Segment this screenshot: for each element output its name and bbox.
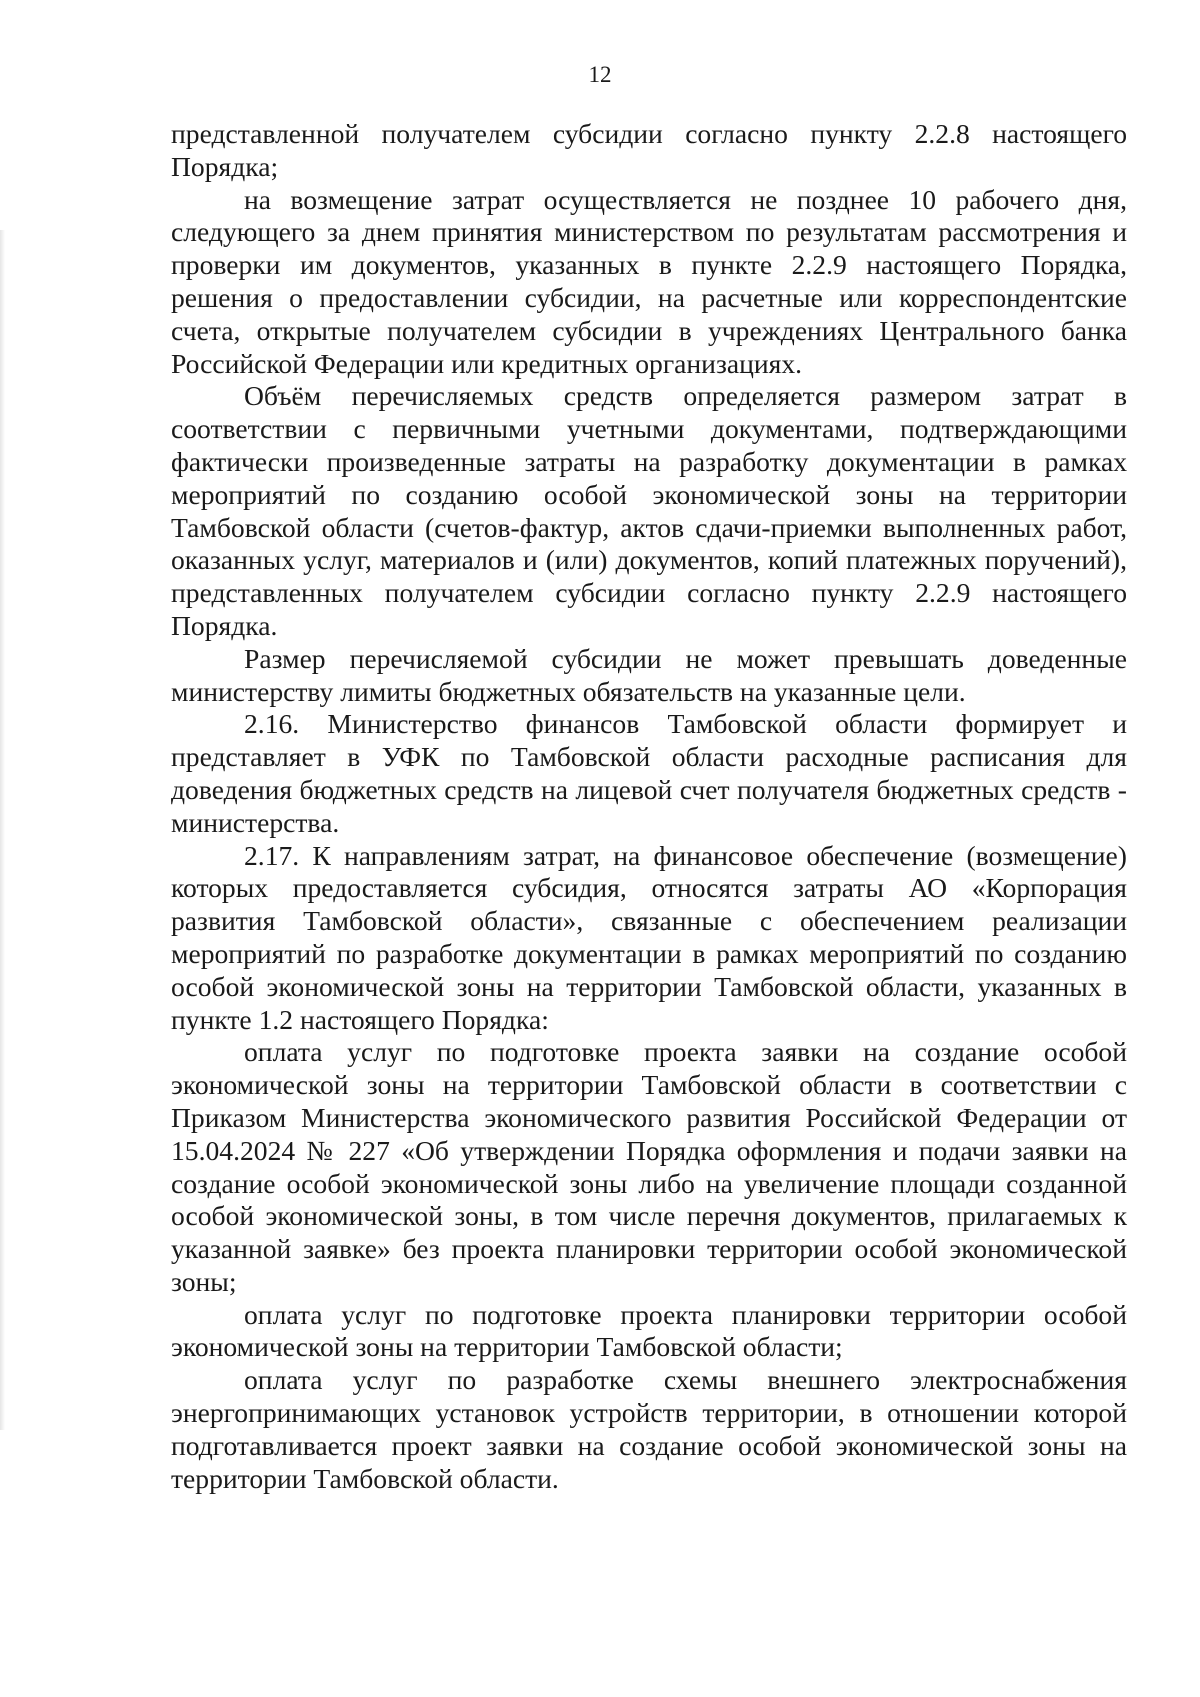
paragraph-section-2-16: 2.16. Министерство финансов Тамбовской области формирует и представляет в УФК по Тамбовской области расходные расписания для доведения бюджетных средств на лицевой счет получателя бюджетных средств - министерства.: [171, 708, 1127, 838]
paragraph-section-2-17: 2.17. К направлениям затрат, на финансовое обеспечение (возмещение) которых предоставляется субсидия, относятся затраты АО «Корпорация развития Тамбовской области», связанные с обеспечением реализации мероприятий по разработке документации в рамках мероприятий по созданию особой экономической зоны на территории Тамбовской области, указанных в пункте 1.2 настоящего Порядка:: [171, 839, 1127, 1035]
paragraph: Размер перечисляемой субсидии не может превышать доведенные министерству лимиты бюджетных обязательств на указанные цели.: [171, 642, 1127, 707]
paragraph: представленной получателем субсидии согласно пункту 2.2.8 настоящего Порядка;: [171, 118, 1127, 182]
scan-edge-shadow: [0, 230, 5, 1430]
list-item-expense: оплата услуг по подготовке проекта заявки на создание особой экономической зоны на территории Тамбовской области в соответствии с Приказом Министерства экономического развития Российской Федерации от 15.04.2024 № 227 «Об утверждении Порядка оформления и подачи заявки на создание особой экономической зоны либо на увеличение площади созданной особой экономической зоны, в том числе перечня документов, прилагаемых к указанной заявке» без проекта планировки территории особой экономической зоны;: [171, 1036, 1127, 1297]
page-number: 12: [588, 62, 612, 87]
paragraph: на возмещение затрат осуществляется не позднее 10 рабочего дня, следующего за днем принятия министерством по результатам рассмотрения и проверки им документов, указанных в пункте 2.2.9 настоящего Порядка, решения о предоставлении субсидии, на расчетные или корреспондентские счета, открытые получателем субсидии в учреждениях Центрального банка Российской Федерации или кредитных организациях.: [171, 183, 1127, 379]
list-item-expense: оплата услуг по подготовке проекта планировки территории особой экономической зоны на территории Тамбовской области;: [171, 1298, 1127, 1363]
list-item-expense: оплата услуг по разработке схемы внешнего электроснабжения энергопринимающих установок устройств территории, в отношении которой подготавливается проект заявки на создание особой экономической зоны на территории Тамбовской области.: [171, 1364, 1127, 1494]
document-body: [171, 118, 1127, 1495]
paragraph: Объём перечисляемых средств определяется размером затрат в соответствии с первичными учетными документами, подтверждающими фактически произведенные затраты на разработку документации в рамках мероприятий по созданию особой экономической зоны на территории Тамбовской области (счетов-фактур, актов сдачи-приемки выполненных работ, оказанных услуг, материалов и (или) документов, копий платежных поручений), представленных получателем субсидии согласно пункту 2.2.9 настоящего Порядка.: [171, 380, 1127, 641]
